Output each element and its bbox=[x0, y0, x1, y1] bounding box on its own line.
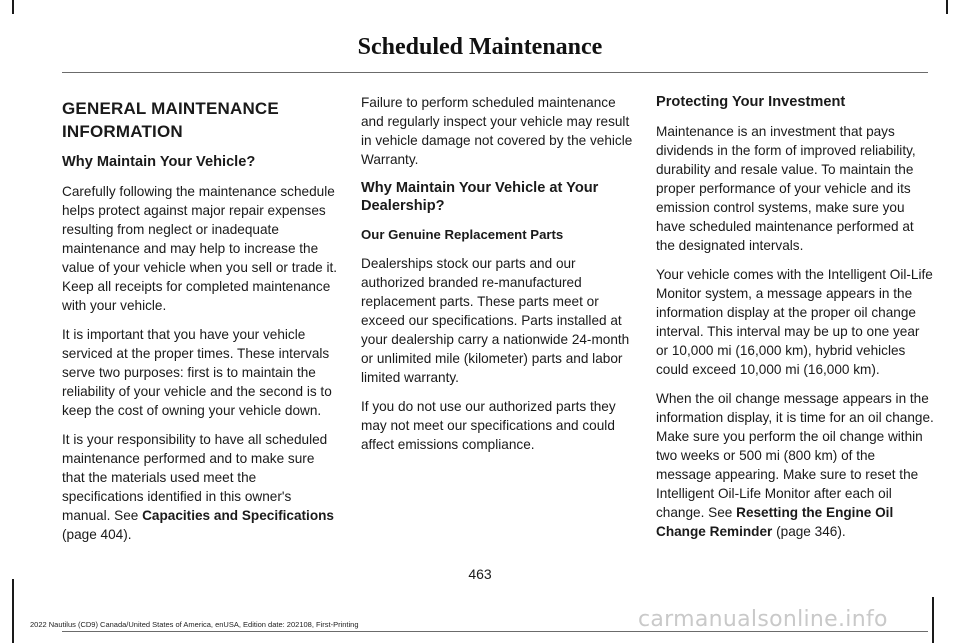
section-title-line-2: INFORMATION bbox=[62, 122, 183, 141]
crop-mark-bottom-right bbox=[932, 597, 934, 643]
page-number: 463 bbox=[468, 566, 492, 582]
cross-reference-link[interactable]: Resetting the Engine Oil Change Reminder bbox=[656, 505, 894, 539]
paragraph-text: When the oil change message appears in the information display, it is time for an oil change. Make sure you perform the oil change within two weeks or 500 mi (800 km) of the message appearing. Make sure to reset the Intelligent Oil-Life Monitor after each oil change. See bbox=[656, 391, 934, 520]
paragraph: If you do not use our authorized parts they may not meet our specifications and could affect emissions compliance. bbox=[361, 399, 616, 452]
header-divider bbox=[62, 72, 928, 73]
crop-mark-top-right bbox=[946, 0, 948, 14]
paragraph: Dealerships stock our parts and our authorized branded re-manufactured replacement parts. These parts meet or exceed our specifications. Parts installed at your dealership carry a nationwide 24-month or unlimited mile (kilometer) parts and labor limited warranty. bbox=[361, 256, 630, 385]
column-2 bbox=[361, 93, 639, 464]
paragraph: It is important that you have your vehicle serviced at the proper times. These intervals serve two purposes: first is to maintain the reliability of your vehicle and the second is to keep the cost of owning your vehicle down. bbox=[62, 327, 332, 418]
crop-mark-bottom-left bbox=[12, 579, 14, 643]
subheading-protecting-investment: Protecting Your Investment bbox=[656, 94, 846, 110]
section-title bbox=[62, 97, 340, 143]
column-3 bbox=[656, 93, 934, 551]
paragraph-with-reference bbox=[62, 430, 340, 544]
paragraph: Failure to perform scheduled maintenance and regularly inspect your vehicle may result in vehicle damage not covered by the vehicle Warranty. bbox=[361, 95, 633, 167]
column-1 bbox=[62, 93, 340, 554]
page-title: Scheduled Maintenance bbox=[357, 34, 603, 60]
page-reference: (page 346). bbox=[772, 524, 846, 539]
paragraph: Maintenance is an investment that pays dividends in the form of improved reliability, durability and resale value. To maintain the proper performance of your vehicle and its emission control systems, make sure you have scheduled maintenance performed at the designated intervals. bbox=[656, 124, 916, 253]
cross-reference-link[interactable]: Capacities and Specifications bbox=[142, 508, 334, 523]
paragraph: Your vehicle comes with the Intelligent Oil-Life Monitor system, a message appears in the information display at the proper oil change interval. This interval may be up to one year or 10,000 mi (16,000 km), hybrid vehicles could exceed 10,000 mi (16,000 km). bbox=[656, 267, 933, 377]
page-reference: (page 404). bbox=[62, 527, 132, 542]
crop-mark-top-left bbox=[12, 0, 14, 14]
paragraph-text: It is your responsibility to have all scheduled maintenance performed and to make sure that the materials used meet the specifications identified in this owner's manual. See bbox=[62, 432, 328, 523]
paragraph-with-reference bbox=[656, 389, 934, 541]
paragraph: Carefully following the maintenance schedule helps protect against major repair expenses resulting from neglect or inadequate maintenance and may help to increase the value of your vehicle when you sell or trade it. Keep all receipts for completed maintenance with your vehicle. bbox=[62, 184, 338, 313]
section-title-line-1: GENERAL MAINTENANCE bbox=[62, 99, 279, 118]
subheading-why-maintain: Why Maintain Your Vehicle? bbox=[62, 154, 256, 170]
subheading-dealership: Why Maintain Your Vehicle at Your Dealership? bbox=[361, 180, 599, 214]
minor-heading-genuine-parts: Our Genuine Replacement Parts bbox=[361, 227, 564, 242]
watermark: carmanualsonline.info bbox=[638, 607, 888, 632]
edition-footer: 2022 Nautilus (CD9) Canada/United States of America, enUSA, Edition date: 202108, First-Printing bbox=[30, 620, 359, 629]
